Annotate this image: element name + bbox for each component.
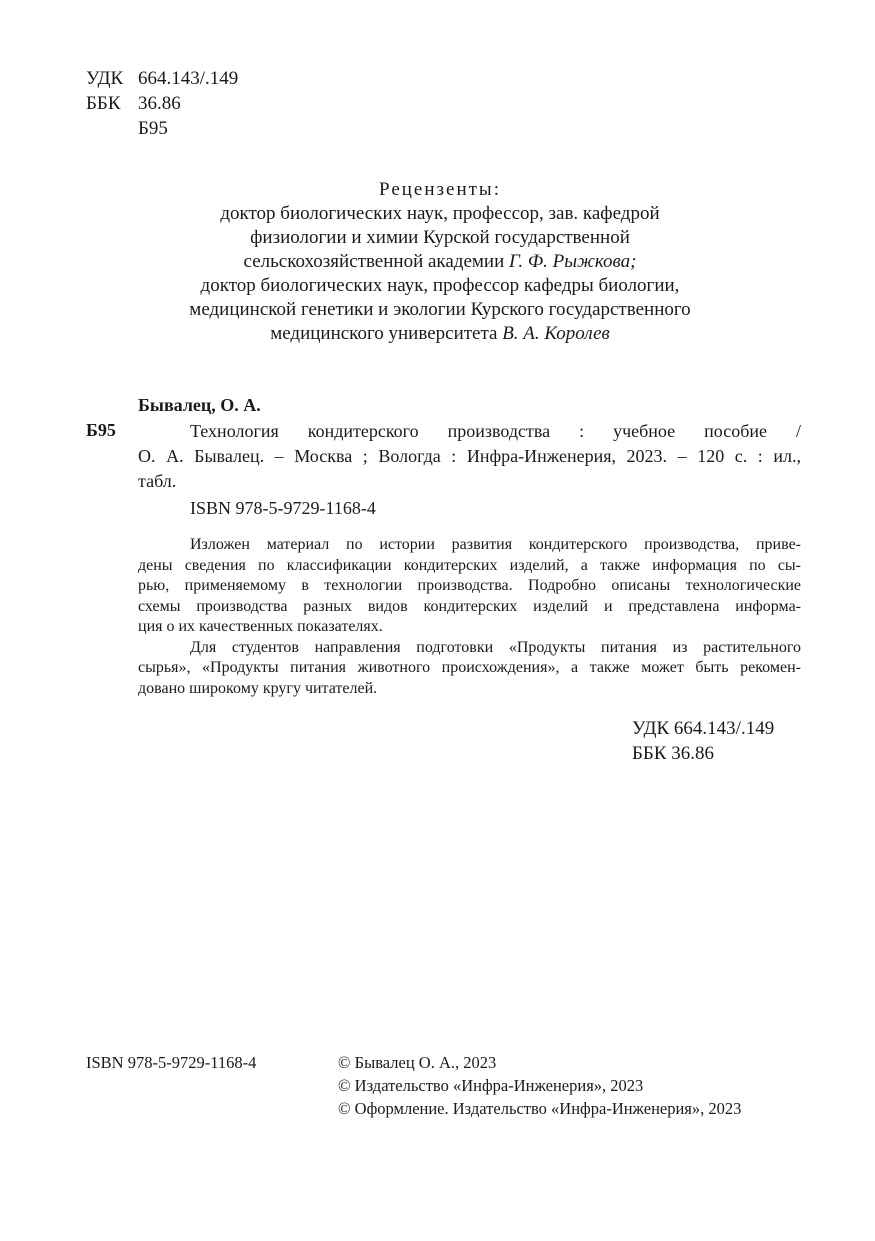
bbk-value: 36.86 <box>138 93 181 114</box>
reviewers-block <box>130 178 750 346</box>
copyright-line: © Оформление. Издательство «Инфра-Инженерия», 2023 <box>338 1099 742 1118</box>
udk-bottom: УДК 664.143/.149 <box>632 718 775 739</box>
reviewer-affiliation: медицинского университета <box>270 323 498 344</box>
reviewer-line: доктор биологических наук, профессор кафедры биологии, <box>200 275 680 296</box>
abstract-line: сырья», «Продукты питания животного происхождения», а также может быть рекомен- <box>138 659 801 676</box>
bbk-bottom: ББК 36.86 <box>632 743 714 764</box>
reviewer-line <box>130 322 750 346</box>
udk-label: УДК <box>86 68 124 89</box>
abstract-line: Для студентов направления подготовки «Продукты питания из растительного <box>190 638 801 656</box>
reviewer-line: физиологии и химии Курской государственной <box>250 227 630 248</box>
abstract-line: Изложен материал по истории развития кондитерского производства, приве- <box>190 536 801 553</box>
card-imprint-line: О. А. Бывалец. – Москва ; Вологда : Инфра-Инженерия, 2023. – 120 с. : ил., <box>138 446 801 466</box>
abstract-line: ция о их качественных показателях. <box>138 618 383 635</box>
reviewer-name-2: В. А. Королев <box>502 323 610 344</box>
copyright-line: © Издательство «Инфра-Инженерия», 2023 <box>338 1076 644 1095</box>
abstract-line: дены сведения по классификации кондитерских изделий, а также информация по сы- <box>138 556 801 574</box>
reviewer-line: медицинской генетики и экологии Курского государственного <box>189 299 691 320</box>
reviewer-line: доктор биологических наук, профессор, зав. кафедрой <box>220 203 660 224</box>
reviewer-name-1: Г. Ф. Рыжкова; <box>509 251 637 272</box>
card-imprint-end: табл. <box>138 471 177 491</box>
card-description <box>138 419 801 521</box>
bbk-top <box>86 91 181 117</box>
abstract <box>138 535 801 699</box>
reviewer-affiliation: сельскохозяйственной академии <box>243 251 505 272</box>
reviewers-heading: Рецензенты: <box>379 179 501 200</box>
author-mark-top: Б95 <box>138 118 168 139</box>
abstract-line: схемы производства разных видов кондитерских изделий и представлена информа- <box>138 597 801 615</box>
bbk-label: ББК <box>86 93 121 114</box>
footer-isbn: ISBN 978-5-9729-1168-4 <box>86 1053 257 1072</box>
card-isbn: ISBN 978-5-9729-1168-4 <box>190 498 376 518</box>
card-author: Бывалец, О. А. <box>138 395 261 415</box>
reviewer-line <box>130 250 750 274</box>
abstract-line: довано широкому кругу читателей. <box>138 679 378 697</box>
udk-top <box>86 66 238 92</box>
copyright-line: © Бывалец О. А., 2023 <box>338 1053 497 1072</box>
udk-value: 664.143/.149 <box>138 68 239 89</box>
card-mark: Б95 <box>86 420 116 440</box>
card-title-line: Технология кондитерского производства : учебное пособие / <box>190 421 801 441</box>
abstract-line: рью, применяемому в технологии производства. Подробно описаны технологические <box>138 577 801 594</box>
